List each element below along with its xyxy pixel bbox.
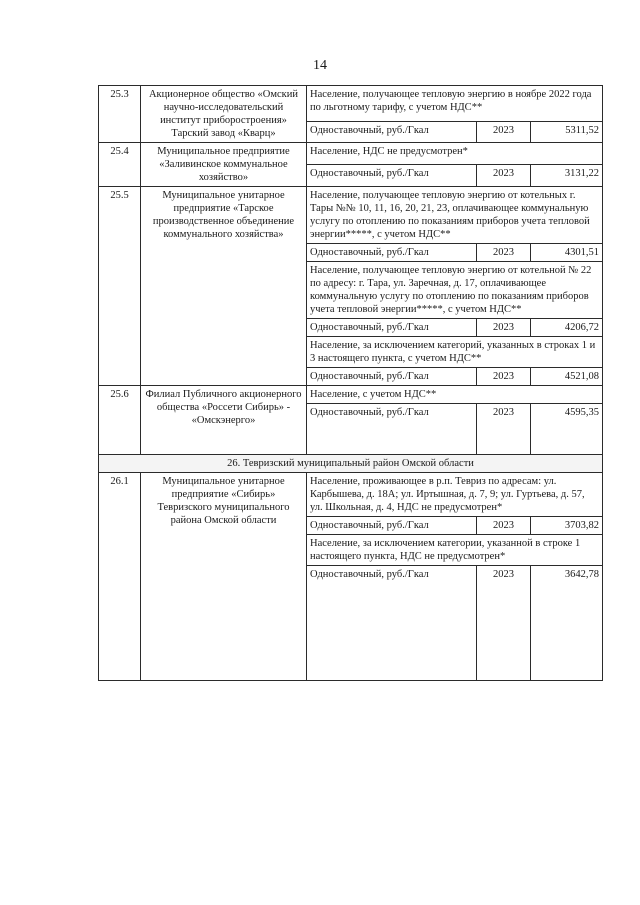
tariff-year: 2023 xyxy=(477,165,531,187)
organization-name: Муниципальное унитарное предприятие «Сибирь» Тевризского муниципального района Омской области xyxy=(141,473,307,681)
tariff-value: 4206,72 xyxy=(531,319,603,337)
organization-name: Муниципальное предприятие «Заливинское коммунальное хозяйство» xyxy=(141,143,307,187)
consumer-category: Население, получающее тепловую энергию от котельной № 22 по адресу: г. Тара, ул. Заречная, д. 17, оплачивающее коммунальную услугу по отоплению по показаниям приборов учета тепловой энергии*****, с учетом НДС** xyxy=(307,262,603,319)
page-number: 14 xyxy=(313,58,327,73)
tariff-unit: Одноставочный, руб./Гкал xyxy=(307,165,477,187)
table-row xyxy=(99,143,603,165)
tariff-value: 4301,51 xyxy=(531,244,603,262)
consumer-category: Население, проживающее в р.п. Тевриз по адресам: ул. Карбышева, д. 18А; ул. Иртышная, д. 7, 9; ул. Гуртьева, д. 57, ул. Школьная, д. 4, НДС не предусмотрен* xyxy=(307,473,603,517)
table-row xyxy=(99,86,603,122)
row-number: 25.6 xyxy=(99,386,141,455)
tariff-year: 2023 xyxy=(477,517,531,535)
tariff-unit: Одноставочный, руб./Гкал xyxy=(307,122,477,143)
tariff-year: 2023 xyxy=(477,566,531,681)
tariff-unit: Одноставочный, руб./Гкал xyxy=(307,244,477,262)
tariff-table xyxy=(98,85,603,681)
tariff-value: 3131,22 xyxy=(531,165,603,187)
tariff-year: 2023 xyxy=(477,244,531,262)
table-row xyxy=(99,187,603,244)
organization-name: Муниципальное унитарное предприятие «Тарское производственное объединение коммунального хозяйства» xyxy=(141,187,307,386)
tariff-unit: Одноставочный, руб./Гкал xyxy=(307,319,477,337)
consumer-category: Население, НДС не предусмотрен* xyxy=(307,143,603,165)
consumer-category: Население, получающее тепловую энергию в ноябре 2022 года по льготному тарифу, с учетом НДС** xyxy=(307,86,603,122)
section-heading: 26. Тевризский муниципальный район Омской области xyxy=(99,455,603,473)
tariff-value: 3703,82 xyxy=(531,517,603,535)
organization-name: Акционерное общество «Омский научно-исследовательский институт приборостроения» Тарский завод «Кварц» xyxy=(141,86,307,143)
row-number: 26.1 xyxy=(99,473,141,681)
tariff-value: 3642,78 xyxy=(531,566,603,681)
consumer-category: Население, за исключением категории, указанной в строке 1 настоящего пункта, НДС не предусмотрен* xyxy=(307,535,603,566)
tariff-year: 2023 xyxy=(477,404,531,455)
section-row xyxy=(99,455,603,473)
tariff-unit: Одноставочный, руб./Гкал xyxy=(307,566,477,681)
tariff-unit: Одноставочный, руб./Гкал xyxy=(307,404,477,455)
tariff-year: 2023 xyxy=(477,319,531,337)
organization-name: Филиал Публичного акционерного общества «Россети Сибирь» - «Омскэнерго» xyxy=(141,386,307,455)
tariff-year: 2023 xyxy=(477,122,531,143)
tariff-unit: Одноставочный, руб./Гкал xyxy=(307,517,477,535)
row-number: 25.3 xyxy=(99,86,141,143)
tariff-unit: Одноставочный, руб./Гкал xyxy=(307,368,477,386)
consumer-category: Население, получающее тепловую энергию от котельных г. Тары №№ 10, 11, 16, 20, 21, 23, оплачивающее коммунальную услугу по отоплению по показаниям приборов учета тепловой энергии*****, с учетом НДС** xyxy=(307,187,603,244)
row-number: 25.4 xyxy=(99,143,141,187)
consumer-category: Население, за исключением категорий, указанных в строках 1 и 3 настоящего пункта, с учетом НДС** xyxy=(307,337,603,368)
row-number: 25.5 xyxy=(99,187,141,386)
tariff-value: 4521,08 xyxy=(531,368,603,386)
consumer-category: Население, с учетом НДС** xyxy=(307,386,603,404)
tariff-year: 2023 xyxy=(477,368,531,386)
table-row xyxy=(99,386,603,404)
table-row xyxy=(99,473,603,517)
tariff-value: 5311,52 xyxy=(531,122,603,143)
tariff-value: 4595,35 xyxy=(531,404,603,455)
